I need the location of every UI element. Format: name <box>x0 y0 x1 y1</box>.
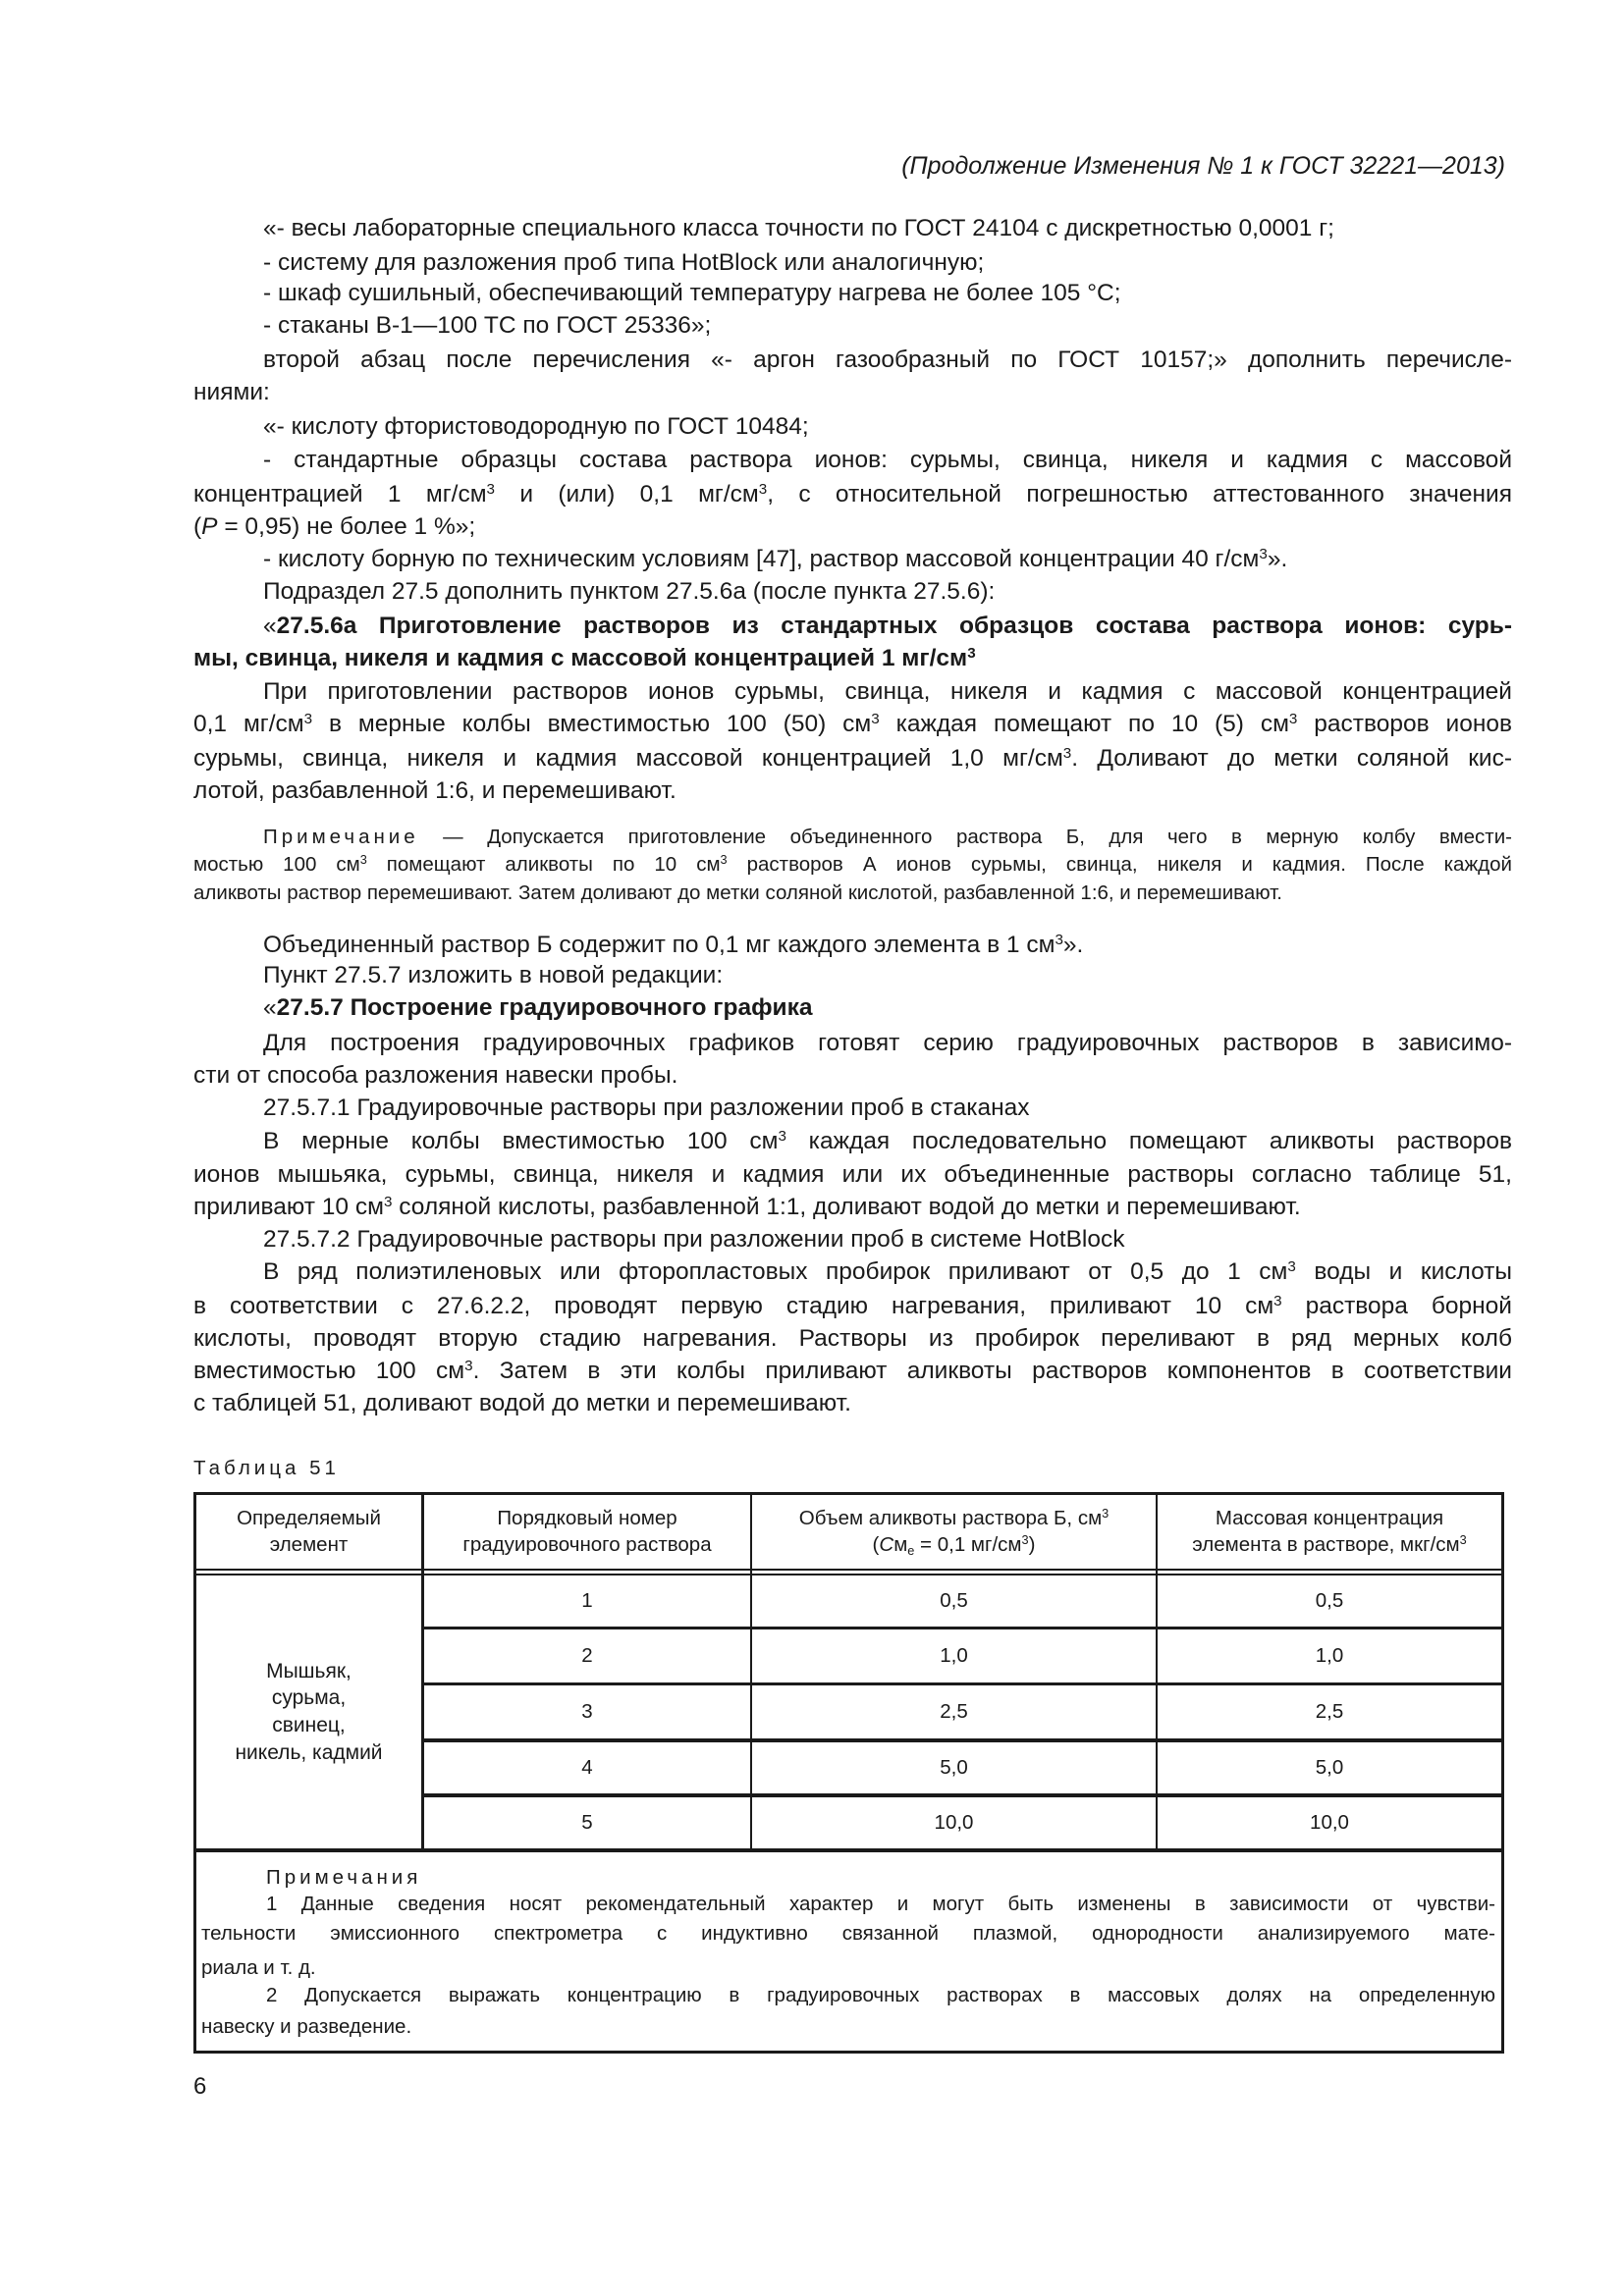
text: - шкаф сушильный, обеспечивающий температуру нагрева не более 105 °С; <box>263 280 1121 306</box>
superscript: 3 <box>967 644 976 662</box>
text: . Доливают до метки соляной кис- <box>1071 745 1513 772</box>
text: В мерные колбы вместимостью 100 см <box>263 1128 779 1154</box>
table-note-line: 1 Данные сведения носят рекомендательный характер и могут быть изменены в зависимости от чувстви- <box>266 1893 1495 1915</box>
text: с таблицей 51, доливают водой до метки и перемешивают. <box>193 1390 851 1416</box>
heading-text: мы, свинца, никеля и кадмия с массовой концентрацией 1 мг/см <box>193 645 968 671</box>
text: В ряд полиэтиленовых или фторопластовых пробирок приливают от 0,5 до 1 см <box>263 1258 1288 1285</box>
cell-num: 5 <box>581 1810 593 1834</box>
superscript: 3 <box>1055 931 1063 948</box>
note-line <box>193 852 1512 876</box>
text: « <box>263 613 277 639</box>
table-note-line: 2 Допускается выражать концентрацию в градуировочных растворах в массовых долях на определенную <box>266 1984 1495 2006</box>
cell-volume: 1,0 <box>940 1643 968 1667</box>
section-heading-line <box>263 614 1512 639</box>
cell-num: 2 <box>581 1643 593 1667</box>
subscript: е <box>907 1542 915 1558</box>
superscript: 3 <box>1273 1292 1282 1309</box>
text: ) <box>1028 1532 1036 1556</box>
paragraph-line <box>263 964 723 988</box>
paragraph-line <box>263 580 995 605</box>
heading-text: 27.5.7 Построение градуировочного графика <box>276 994 813 1021</box>
paragraph-line <box>263 1127 1512 1154</box>
text: вместимостью 100 см <box>193 1358 465 1384</box>
cell-concentration: 5,0 <box>1315 1755 1344 1779</box>
paragraph-line <box>263 449 1512 473</box>
superscript: 3 <box>1102 1505 1110 1521</box>
text: , с относительной погрешностью аттестованного значения <box>767 481 1512 507</box>
paragraph-line <box>193 1327 1512 1352</box>
running-title: (Продолжение Изменения № 1 к ГОСТ 32221—2013) <box>901 152 1505 180</box>
header-cell-mass-concentration <box>1158 1495 1501 1569</box>
text: - стаканы В-1—100 ТС по ГОСТ 25336»; <box>263 312 712 339</box>
superscript: 3 <box>383 1193 393 1210</box>
note-label: Примечание <box>263 826 419 848</box>
cell-concentration: 10,0 <box>1310 1810 1349 1834</box>
paragraph-line <box>193 1064 677 1089</box>
text: Определяемый <box>237 1506 381 1529</box>
text: При приготовлении растворов ионов сурьмы, свинца, никеля и кадмия с массовой концентрацией <box>263 678 1512 705</box>
text: сурьма, <box>271 1686 347 1710</box>
header-cell-element <box>196 1495 421 1569</box>
heading-text: 27.5.6а Приготовление растворов из стандартных образцов состава раствора ионов: сурь- <box>276 613 1512 639</box>
paragraph-line <box>263 1257 1513 1285</box>
text: ». <box>1062 932 1084 958</box>
text: раствора борной <box>1281 1293 1512 1319</box>
text: ( <box>872 1532 880 1556</box>
paragraph-line <box>193 1292 1512 1319</box>
cell-volume: 10,0 <box>934 1810 974 1834</box>
header-cell-solution-number <box>424 1495 750 1569</box>
text: приливают 10 см <box>193 1194 384 1220</box>
text: - стандартные образцы состава раствора ионов: сурьмы, свинца, никеля и кадмия с массовой <box>263 447 1512 473</box>
header-cell-aliquot-volume <box>752 1495 1156 1569</box>
superscript: 3 <box>486 480 495 498</box>
text: Для построения градуировочных графиков готовят серию градуировочных растворов в зависимо- <box>263 1030 1512 1056</box>
cell-num: 4 <box>581 1755 593 1779</box>
text: ниями: <box>193 379 270 405</box>
superscript: 3 <box>464 1357 473 1374</box>
superscript: 3 <box>1287 1257 1296 1275</box>
paragraph-line <box>263 931 1084 958</box>
section-heading-line <box>193 644 976 671</box>
rows-bottom-rule <box>196 1848 1501 1852</box>
text: растворов ионов <box>1297 711 1513 737</box>
variable-p: P <box>201 513 218 540</box>
text: Пункт 27.5.7 изложить в новой редакции: <box>263 962 724 988</box>
paragraph-line <box>263 680 1512 705</box>
text: ( <box>193 513 202 540</box>
text: каждая последовательно помещают аликвоты растворов <box>785 1128 1512 1154</box>
note-line <box>193 883 1282 904</box>
text: = 0,1 мг/см <box>914 1532 1022 1556</box>
text: 27.5.7.2 Градуировочные растворы при разложении проб в системе HotBlock <box>263 1226 1125 1253</box>
text: - кислоту борную по техническим условиям [47], раствор массовой концентрации 40 г/см <box>263 546 1260 572</box>
text: ионов мышьяка, сурьмы, свинца, никеля и кадмия или их объединенные растворы согласно таблице 51, <box>193 1161 1512 1188</box>
paragraph-line <box>193 779 677 804</box>
superscript: 3 <box>303 710 313 727</box>
superscript: 3 <box>871 710 880 727</box>
paragraph-line <box>193 710 1513 737</box>
paragraph-line <box>263 545 1288 572</box>
superscript: 3 <box>1062 744 1072 762</box>
paragraph-line <box>193 1193 1301 1220</box>
superscript: 3 <box>1021 1531 1029 1547</box>
variable-c: С <box>879 1532 894 1556</box>
text: 0,1 мг/см <box>193 711 304 737</box>
note-line <box>263 828 1512 848</box>
text: и (или) 0,1 мг/см <box>495 481 759 507</box>
paragraph-line <box>263 314 711 339</box>
text: «- весы лабораторные специального класса точности по ГОСТ 24104 с дискретностью 0,0001 г; <box>263 215 1334 241</box>
superscript: 3 <box>1459 1531 1467 1547</box>
text: ». <box>1267 546 1288 572</box>
text: растворов А ионов сурьмы, свинца, никеля и кадмия. После каждой <box>727 853 1512 876</box>
paragraph-line <box>193 744 1513 772</box>
paragraph-line <box>263 217 1512 241</box>
table-note-line: риала и т. д. <box>201 1956 316 1979</box>
paragraph-line <box>193 381 270 405</box>
paragraph-line <box>263 282 1121 306</box>
text: мостью 100 см <box>193 853 360 876</box>
text: - систему для разложения проб типа HotBlock или аналогичную; <box>263 249 985 276</box>
section-heading-line <box>263 996 812 1021</box>
cell-volume: 2,5 <box>940 1699 968 1723</box>
paragraph-line <box>263 251 984 276</box>
text: никель, кадмий <box>235 1740 383 1764</box>
superscript: 3 <box>720 852 728 868</box>
cell-concentration: 2,5 <box>1315 1699 1344 1723</box>
text: элемент <box>269 1532 349 1556</box>
header-rule <box>196 1569 1501 1571</box>
text: кислоты, проводят вторую стадию нагревания. Растворы из пробирок переливают в ряд мерных колб <box>193 1325 1512 1352</box>
cell-volume: 5,0 <box>940 1755 968 1779</box>
paragraph-line <box>263 415 809 440</box>
cell-concentration: 1,0 <box>1315 1643 1344 1667</box>
paragraph-line <box>193 1392 851 1416</box>
text: . Затем в эти колбы приливают аликвоты растворов компонентов в соответствии <box>472 1358 1512 1384</box>
cell-volume: 0,5 <box>940 1588 968 1612</box>
paragraph-line <box>193 1163 1512 1188</box>
cell-num: 3 <box>581 1699 593 1723</box>
paragraph-line <box>193 515 475 540</box>
paragraph-line <box>263 348 1512 373</box>
paragraph-line <box>263 1228 1125 1253</box>
text: м <box>893 1532 908 1556</box>
text: каждая помещают по 10 (5) см <box>879 711 1289 737</box>
text: Допускается приготовление объединенного раствора Б, для чего в мерную колбу вмести- <box>487 826 1512 848</box>
table-note-line: навеску и разведение. <box>201 2015 412 2038</box>
cell-num: 1 <box>581 1588 593 1612</box>
text: Объем аликвоты раствора Б, см <box>798 1506 1103 1529</box>
text: аликвоты раствор перемешивают. Затем доливают до метки соляной кислотой, разбавленной 1:6, и перемешивают. <box>193 881 1282 904</box>
text: Массовая концентрация <box>1215 1506 1444 1529</box>
superscript: 3 <box>778 1127 786 1145</box>
text: — <box>418 826 488 848</box>
text: соляной кислоты, разбавленной 1:1, доливают водой до метки и перемешивают. <box>392 1194 1301 1220</box>
text: Мышьяк, <box>266 1659 352 1682</box>
paragraph-line <box>263 1032 1512 1056</box>
text: 27.5.7.1 Градуировочные растворы при разложении проб в стаканах <box>263 1095 1030 1121</box>
text: сти от способа разложения навески пробы. <box>193 1062 678 1089</box>
text: помещают аликвоты по 10 см <box>366 853 721 876</box>
text: концентрацией 1 мг/см <box>193 481 487 507</box>
text: сурьмы, свинца, никеля и кадмия массовой концентрацией 1,0 мг/см <box>193 745 1063 772</box>
text: = 0,95) не более 1 %»; <box>217 513 476 540</box>
page-number: 6 <box>193 2073 207 2100</box>
text: Подраздел 27.5 дополнить пунктом 27.5.6а (после пункта 27.5.6): <box>263 578 996 605</box>
paragraph-line <box>263 1096 1030 1121</box>
table-note-line: тельности эмиссионного спектрометра с индуктивно связанной плазмой, однородности анализируемого мате- <box>201 1922 1495 1945</box>
text: второй абзац после перечисления «- аргон газообразный по ГОСТ 10157;» дополнить перечисле- <box>263 347 1512 373</box>
element-cell <box>196 1575 421 1848</box>
superscript: 3 <box>359 852 367 868</box>
table-notes-title: Примечания <box>266 1866 422 1889</box>
text: свинец, <box>272 1714 346 1736</box>
text: « <box>263 994 277 1021</box>
text: лотой, разбавленной 1:6, и перемешивают. <box>193 777 677 804</box>
text: в соответствии с 27.6.2.2, проводят первую стадию нагревания, приливают 10 см <box>193 1293 1274 1319</box>
text: Порядковый номер <box>497 1506 677 1529</box>
paragraph-line <box>193 480 1512 507</box>
paragraph-line <box>193 1357 1512 1384</box>
superscript: 3 <box>1288 710 1298 727</box>
text: воды и кислоты <box>1295 1258 1513 1285</box>
text: градуировочного раствора <box>462 1532 712 1556</box>
text: Объединенный раствор Б содержит по 0,1 мг каждого элемента в 1 см <box>263 932 1056 958</box>
text: элемента в растворе, мкг/см <box>1192 1532 1460 1556</box>
table-51 <box>193 1492 1504 2054</box>
text: в мерные колбы вместимостью 100 (50) см <box>312 711 872 737</box>
superscript: 3 <box>1259 545 1268 562</box>
table-caption: Таблица 51 <box>193 1457 340 1479</box>
superscript: 3 <box>758 480 768 498</box>
cell-concentration: 0,5 <box>1315 1588 1344 1612</box>
text: «- кислоту фтористоводородную по ГОСТ 10484; <box>263 413 809 440</box>
